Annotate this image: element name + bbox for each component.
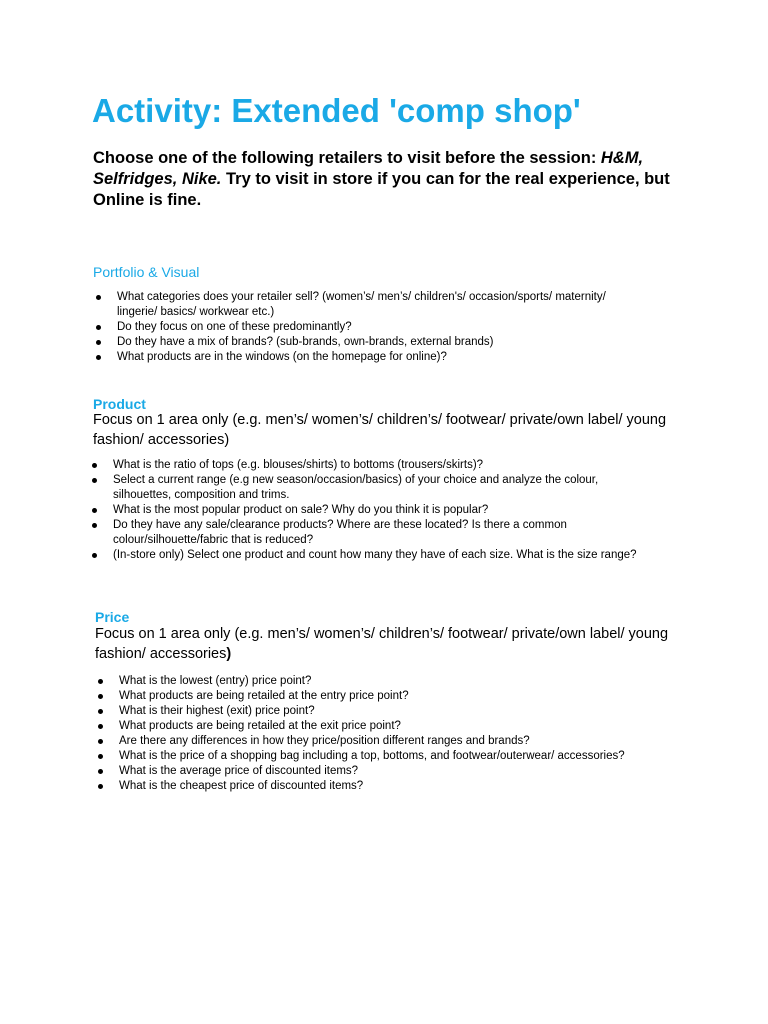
intro-lead: Choose one of the following retailers to visit before the session: bbox=[93, 149, 601, 167]
list-item: What products are in the windows (on the homepage for online)? bbox=[93, 350, 633, 365]
list-item: What is the ratio of tops (e.g. blouses/shirts) to bottoms (trousers/skirts)? bbox=[89, 458, 649, 473]
list-item: Do they focus on one of these predominantly? bbox=[93, 320, 633, 335]
intro-tail: Try to visit in store if you can for the real experience, but Online is fine. bbox=[93, 170, 670, 209]
list-item: Are there any differences in how they price/position different ranges and brands? bbox=[95, 734, 635, 749]
product-list bbox=[89, 458, 649, 563]
intro-retailers: H&M, Selfridges, Nike. bbox=[93, 149, 644, 188]
list-item: What is the most popular product on sale? Why do you think it is popular? bbox=[89, 503, 649, 518]
list-item: What products are being retailed at the entry price point? bbox=[95, 689, 635, 704]
price-list bbox=[95, 674, 635, 794]
list-item: What is the average price of discounted items? bbox=[95, 764, 635, 779]
price-focus-text bbox=[95, 624, 695, 664]
list-item: Do they have a mix of brands? (sub-brands, own-brands, external brands) bbox=[93, 335, 633, 350]
price-focus-main: Focus on 1 area only (e.g. men’s/ women’s/ children’s/ footwear/ private/own label/ young fashion/ accessories bbox=[95, 626, 669, 662]
list-item: Select a current range (e.g new season/occasion/basics) of your choice and analyze the colour, silhouettes, composition and trims. bbox=[89, 473, 649, 503]
list-item: What products are being retailed at the exit price point? bbox=[95, 719, 635, 734]
heading-portfolio-visual: Portfolio & Visual bbox=[93, 264, 200, 280]
list-item: (In-store only) Select one product and count how many they have of each size. What is the size range? bbox=[89, 548, 649, 563]
price-focus-close: ) bbox=[226, 646, 232, 662]
list-item: What is the lowest (entry) price point? bbox=[95, 674, 635, 689]
heading-price: Price bbox=[95, 609, 130, 625]
product-focus-text: Focus on 1 area only (e.g. men’s/ women’s/ children’s/ footwear/ private/own label/ young fashion/ accessories) bbox=[93, 412, 667, 448]
portfolio-list bbox=[93, 290, 633, 365]
list-item: What is the cheapest price of discounted items? bbox=[95, 779, 635, 794]
list-item: What is their highest (exit) price point? bbox=[95, 704, 635, 719]
list-item: Do they have any sale/clearance products? Where are these located? Is there a common colour/silhouette/fabric that is reduced? bbox=[89, 518, 649, 548]
list-item: What categories does your retailer sell? (women’s/ men’s/ children's/ occasion/sports/ maternity/ lingerie/ basics/ workwear etc.) bbox=[93, 290, 633, 320]
list-item: What is the price of a shopping bag including a top, bottoms, and footwear/outerwear/ accessories? bbox=[95, 749, 635, 764]
intro-paragraph bbox=[93, 148, 693, 211]
heading-product: Product bbox=[93, 396, 146, 412]
page-title: Activity: Extended 'comp shop' bbox=[92, 92, 581, 129]
